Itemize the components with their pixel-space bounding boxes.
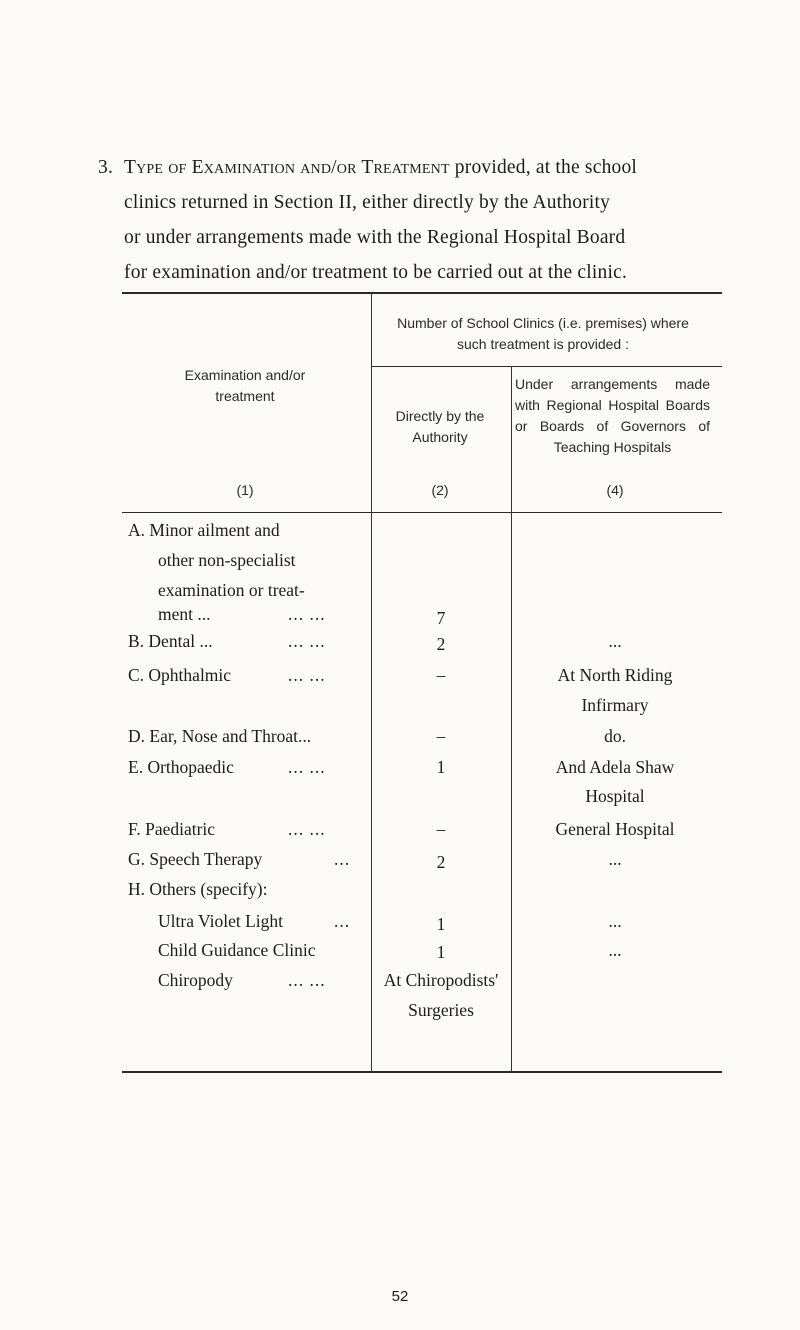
col3-number: (4) bbox=[606, 482, 624, 498]
section-number: 3. bbox=[98, 157, 114, 178]
row-uv-leader: ... bbox=[334, 911, 351, 931]
heading-line-1: Type of Examination and/or Treatment provided, at the school bbox=[124, 157, 638, 178]
col2-number: (2) bbox=[431, 482, 449, 498]
row-ch-direct-2: Surgeries bbox=[408, 1000, 474, 1020]
row-f-arranged: General Hospital bbox=[555, 819, 675, 839]
heading-line-4: for examination and/or treatment to be carried out at the clinic. bbox=[124, 262, 628, 283]
row-e-arranged-1: And Adela Shaw bbox=[555, 757, 675, 777]
row-b-arranged: ... bbox=[608, 631, 622, 651]
row-d-direct: – bbox=[436, 726, 446, 746]
row-a-label-2: other non-specialist bbox=[158, 550, 296, 570]
table-bottom-rule bbox=[122, 1071, 722, 1073]
row-g-leader: ... bbox=[334, 849, 351, 869]
row-f-leader: ... ... bbox=[288, 819, 326, 839]
row-a-label-1: A. Minor ailment and bbox=[128, 520, 280, 540]
row-cg-label: Child Guidance Clinic bbox=[158, 940, 316, 960]
row-f-direct: – bbox=[436, 819, 446, 839]
row-e-direct: 1 bbox=[436, 757, 446, 777]
col2-header: Directly by the Authority bbox=[395, 408, 485, 445]
row-e-label: E. Orthopaedic bbox=[128, 757, 234, 777]
row-c-direct: – bbox=[436, 665, 446, 685]
row-e-arranged-2: Hospital bbox=[585, 786, 645, 806]
row-g-direct: 2 bbox=[436, 852, 446, 872]
row-b-label: B. Dental ... bbox=[128, 631, 213, 651]
row-a-label-3: examination or treat- bbox=[158, 580, 305, 600]
row-uv-direct: 1 bbox=[436, 914, 446, 934]
row-g-label: G. Speech Therapy bbox=[128, 849, 263, 869]
row-b-leader: ... ... bbox=[288, 631, 326, 651]
row-c-arranged-1: At North Riding bbox=[557, 665, 673, 685]
row-a-leader: ... ... bbox=[288, 604, 326, 624]
section-heading bbox=[98, 150, 724, 290]
row-c-leader: ... ... bbox=[288, 665, 326, 685]
column-divider-2 bbox=[511, 366, 512, 1073]
group-header: Number of School Clinics (i.e. premises) where such treatment is provided : bbox=[397, 315, 689, 352]
row-ch-leader: ... ... bbox=[288, 970, 326, 990]
col1-number: (1) bbox=[236, 482, 254, 498]
col1-header: Examination and/or treatment bbox=[184, 367, 306, 404]
row-c-label: C. Ophthalmic bbox=[128, 665, 232, 685]
heading-line-3: or under arrangements made with the Regional Hospital Board bbox=[124, 227, 626, 248]
subheader-rule bbox=[372, 366, 722, 367]
row-b-direct: 2 bbox=[436, 634, 446, 654]
col3-header: Under arrangements made with Regional Hospital Boards or Boards of Governors of Teaching Hospitals bbox=[515, 376, 710, 455]
row-a-direct: 7 bbox=[436, 608, 446, 628]
row-g-arranged: ... bbox=[608, 849, 622, 869]
heading-title: Type of Examination and/or Treatment bbox=[124, 157, 450, 178]
row-c-arranged-2: Infirmary bbox=[581, 695, 649, 715]
row-f-label: F. Paediatric bbox=[128, 819, 216, 839]
page-number: 52 bbox=[391, 1288, 409, 1305]
heading-line-2: clinics returned in Section II, either directly by the Authority bbox=[124, 192, 611, 213]
row-cg-direct: 1 bbox=[436, 942, 446, 962]
row-d-label: D. Ear, Nose and Throat... bbox=[128, 726, 312, 746]
row-h-label: H. Others (specify): bbox=[128, 879, 268, 899]
row-a-label-4: ment ... bbox=[158, 604, 211, 624]
row-e-leader: ... ... bbox=[288, 757, 326, 777]
column-divider-1 bbox=[371, 292, 372, 1073]
row-ch-direct-1: At Chiropodists' bbox=[383, 970, 499, 990]
row-ch-label: Chiropody bbox=[158, 970, 233, 990]
header-bottom-rule bbox=[122, 512, 722, 513]
row-uv-label: Ultra Violet Light bbox=[158, 911, 283, 931]
row-d-arranged: do. bbox=[604, 726, 626, 746]
table-top-rule bbox=[122, 292, 722, 294]
row-cg-arranged: ... bbox=[608, 940, 622, 960]
row-uv-arranged: ... bbox=[608, 911, 622, 931]
